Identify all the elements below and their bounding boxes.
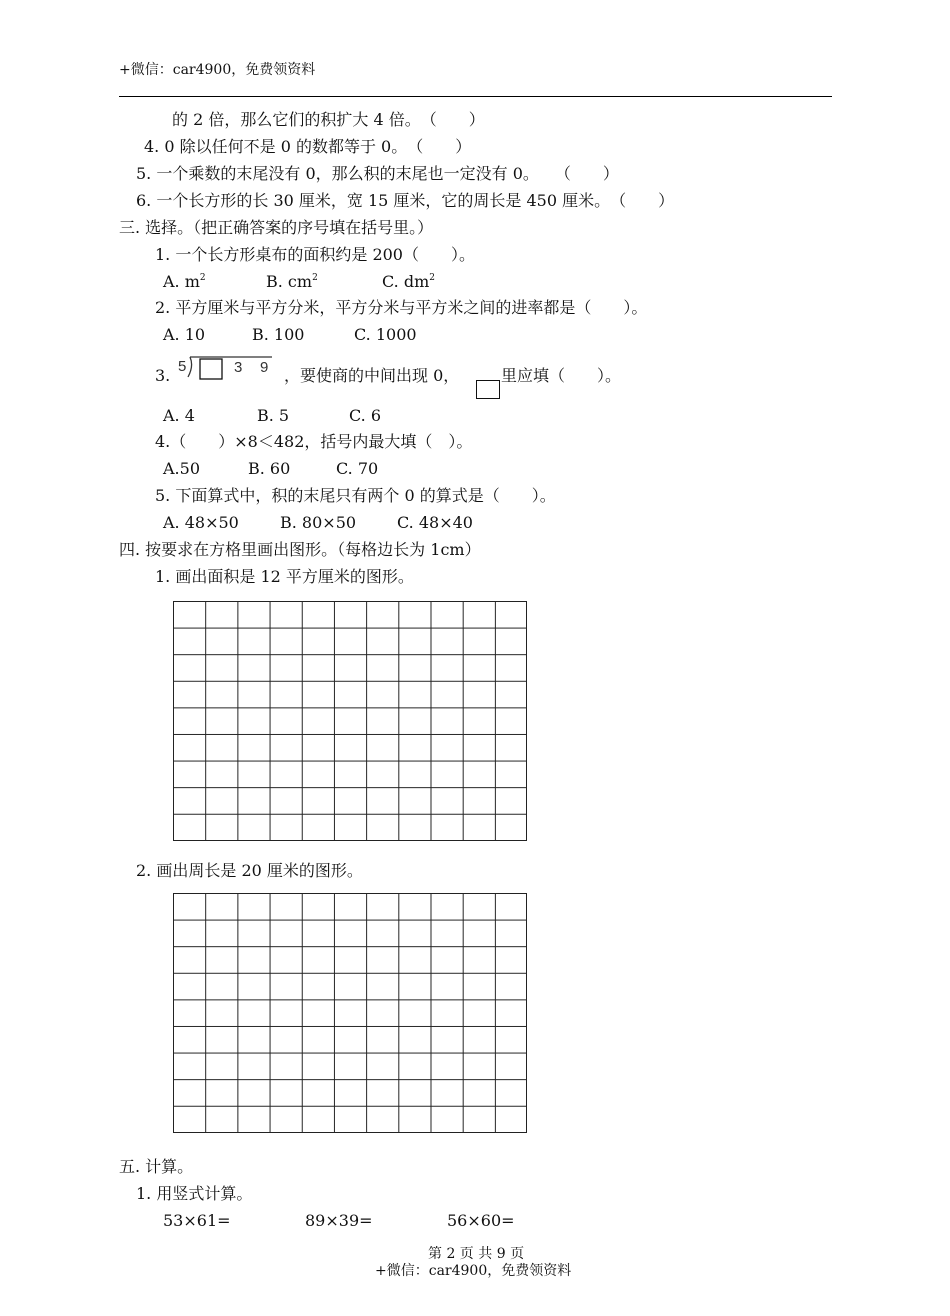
answer-blank-box <box>476 380 500 399</box>
choice-q4-option-a: A.50 <box>163 459 200 478</box>
choice-q4-option-b: B. 60 <box>248 459 291 478</box>
square-grid-1[interactable] <box>173 601 527 841</box>
dividend-digit-3: 3 <box>234 359 243 376</box>
choice-q3-option-b: B. 5 <box>257 406 290 425</box>
judgement-item-4: 4. 0 除以任何不是 0 的数都等于 0。 （ ） <box>144 137 472 156</box>
choice-q2-option-b: B. 100 <box>252 325 305 344</box>
choice-q3-option-c: C. 6 <box>349 406 382 425</box>
divisor-digit: 5 <box>178 358 187 375</box>
drawing-q1: 1. 画出面积是 12 平方厘米的图形。 <box>155 567 414 586</box>
choice-q4: 4.（ ）×8＜482，括号内最大填（ ）。 <box>155 432 473 451</box>
division-blank-box <box>200 359 222 379</box>
choice-q5-option-b: B. 80×50 <box>280 513 357 532</box>
long-division-figure <box>176 355 284 383</box>
choice-q1: 1. 一个长方形桌布的面积约是 200（ ）。 <box>155 245 475 264</box>
choice-q3-text-end: 里应填（ ）。 <box>501 366 622 385</box>
choice-q4-option-c: C. 70 <box>336 459 379 478</box>
choice-q1-option-a: A. $m^2$ <box>163 272 206 291</box>
judgement-item-5: 5. 一个乘数的末尾没有 0，那么积的末尾也一定没有 0。 （ ） <box>136 164 619 183</box>
choice-q5-option-a: A. 48×50 <box>163 513 239 532</box>
choice-q1-option-c: C. $dm^2$ <box>382 272 435 291</box>
calc-expr-1: 53×61= <box>163 1211 231 1230</box>
header-rule <box>119 96 832 97</box>
header-watermark: +微信：car4900，免费领资料 <box>119 62 316 78</box>
choice-q5-option-c: C. 48×40 <box>397 513 473 532</box>
footer-watermark: +微信：car4900，免费领资料 <box>375 1263 572 1279</box>
choice-q3-number: 3. <box>155 366 171 385</box>
judgement-item-3-cont: 的 2 倍，那么它们的积扩大 4 倍。 （ ） <box>172 110 485 129</box>
choice-q3-option-a: A. 4 <box>163 406 195 425</box>
choice-q3-text: ，要使商的中间出现 0， <box>284 366 460 385</box>
judgement-item-6: 6. 一个长方形的长 30 厘米，宽 15 厘米，它的周长是 450 厘米。 （ ） <box>136 191 675 210</box>
choice-q5: 5. 下面算式中，积的末尾只有两个 0 的算式是（ ）。 <box>155 486 556 505</box>
section-5-title: 五. 计算。 <box>119 1157 194 1176</box>
calc-expr-3: 56×60= <box>447 1211 515 1230</box>
dividend-digit-9: 9 <box>260 359 269 376</box>
choice-q2-option-c: C. 1000 <box>354 325 417 344</box>
section-3-title: 三. 选择。（把正确答案的序号填在括号里。） <box>119 218 434 237</box>
calc-q1: 1. 用竖式计算。 <box>136 1184 253 1203</box>
page-number: 第 2 页 共 9 页 <box>428 1246 525 1262</box>
square-grid-2[interactable] <box>173 893 527 1133</box>
section-4-title: 四. 按要求在方格里画出图形。（每格边长为 1cm） <box>119 540 481 559</box>
choice-q1-option-b: B. $cm^2$ <box>266 272 318 291</box>
calc-expr-2: 89×39= <box>305 1211 373 1230</box>
choice-q2: 2. 平方厘米与平方分米，平方分米与平方米之间的进率都是（ ）。 <box>155 298 648 317</box>
drawing-q2: 2. 画出周长是 20 厘米的图形。 <box>136 861 363 880</box>
choice-q2-option-a: A. 10 <box>163 325 206 344</box>
